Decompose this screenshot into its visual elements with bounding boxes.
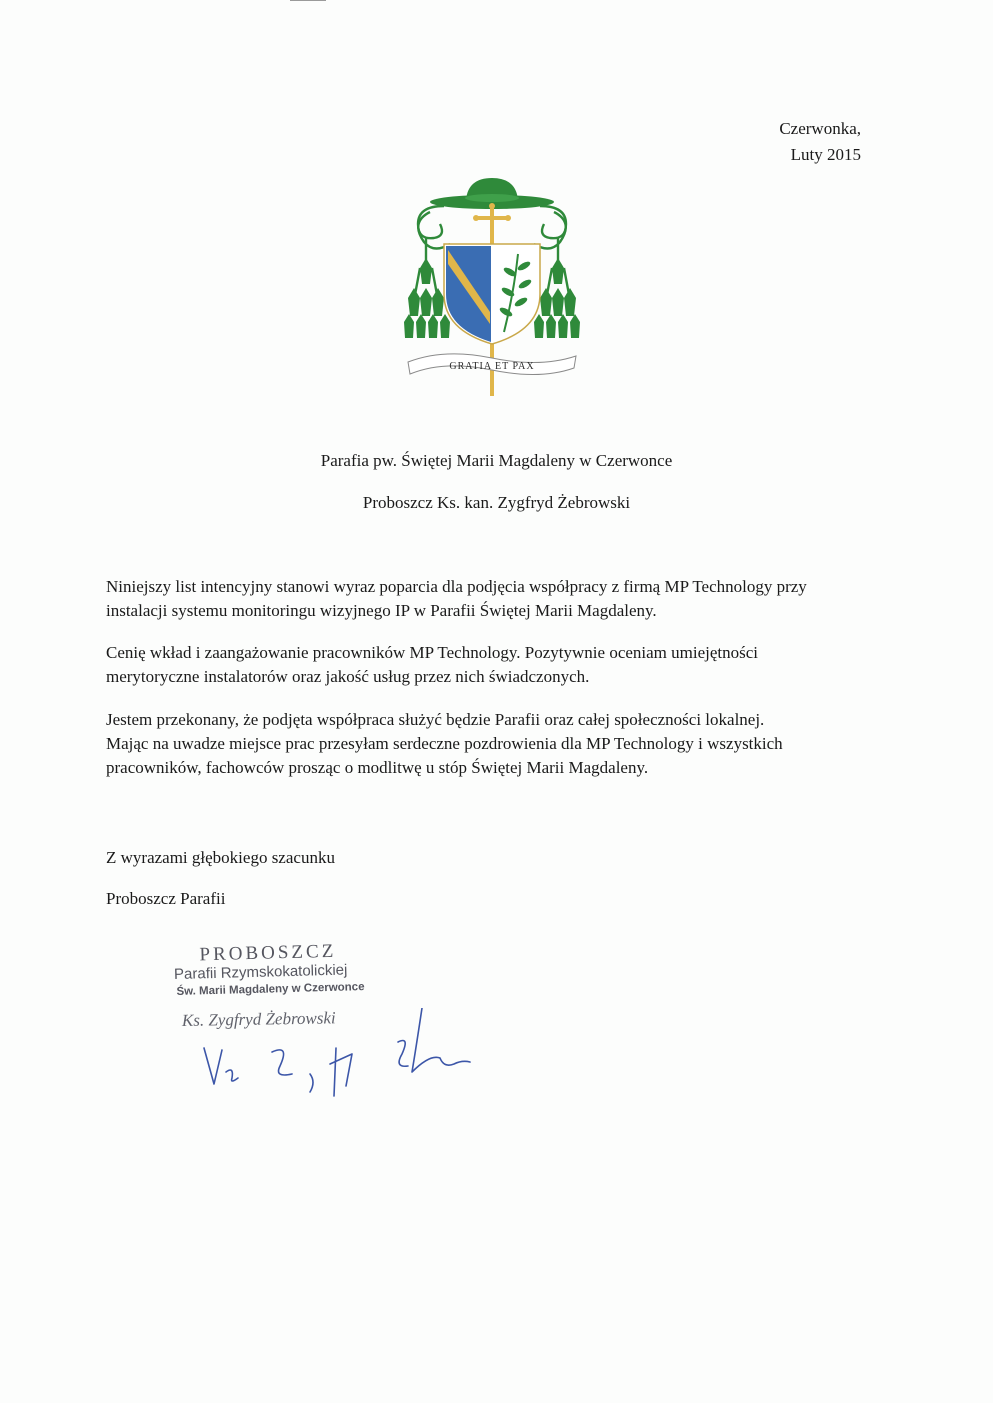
svg-text:PROBOSZCZ: PROBOSZCZ [199, 940, 337, 966]
motto-text: GRATIA ET PAX [449, 361, 535, 372]
svg-text:Ks. Zygfryd Żebrowski: Ks. Zygfryd Żebrowski [181, 1008, 336, 1030]
coat-of-arms-emblem [404, 172, 580, 398]
parish-name: Parafia pw. Świętej Marii Magdaleny w Czerwonce [320, 451, 673, 470]
paragraph-line: pracowników, fachowców prosząc o modlitwę u stóp Świętej Marii Magdaleny. [106, 758, 649, 777]
parish-stamp [169, 939, 410, 1005]
signature [176, 1008, 496, 1108]
place-text: Czerwonka, [779, 119, 861, 138]
paragraph-2 [106, 641, 866, 689]
svg-text:Św. Marii Magdaleny w Czerwonc: Św. Marii Magdaleny w Czerwonce [176, 981, 365, 998]
paragraph-line: Jestem przekonany, że podjęta współpraca służyć będzie Parafii oraz całej społeczności lokalnej. [106, 710, 765, 729]
paragraph-line: Niniejszy list intencyjny stanowi wyraz poparcia dla podjęcia współpracy z firmą MP Technology przy [106, 577, 807, 596]
svg-text:Parafii Rzymskokatolickiej: Parafii Rzymskokatolickiej [173, 961, 348, 984]
closing-role: Proboszcz Parafii [106, 889, 226, 908]
paragraph-3 [106, 708, 866, 780]
pastor-name: Proboszcz Ks. kan. Zygfryd Żebrowski [362, 493, 631, 512]
paragraph-line: instalacji systemu monitoringu wizyjnego IP w Parafii Świętej Marii Magdaleny. [106, 601, 657, 620]
paragraph-line: Cenię wkład i zaangażowanie pracowników MP Technology. Pozytywnie oceniam umiejętności [106, 643, 759, 662]
paragraph-line: Mając na uwadze miejsce prac przesyłam serdeczne pozdrowienia dla MP Technology i wszystkich [106, 734, 783, 753]
paragraph-line: merytoryczne instalatorów oraz jakość usług przez nich świadczonych. [106, 667, 590, 686]
paragraph-1 [106, 575, 866, 623]
date-text: Luty 2015 [790, 145, 861, 164]
scan-edge-mark [290, 0, 326, 1]
closing-regards: Z wyrazami głębokiego szacunku [106, 848, 335, 867]
place-date [779, 116, 861, 168]
